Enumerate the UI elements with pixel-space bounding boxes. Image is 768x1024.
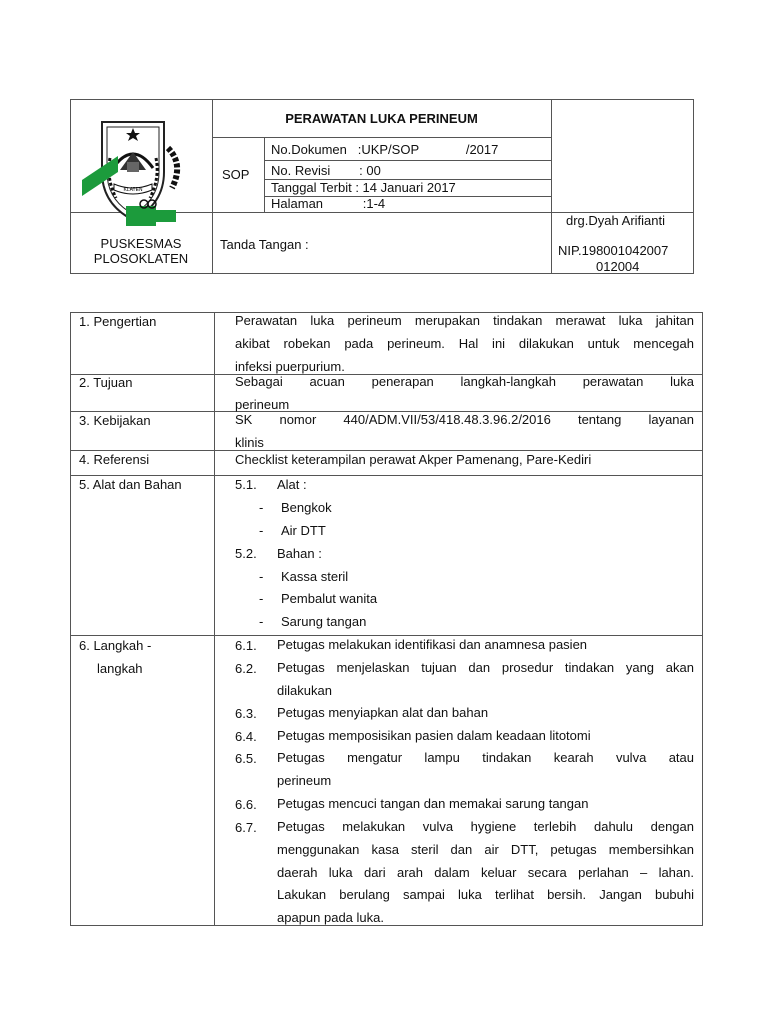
step-number: 6.5.	[235, 751, 257, 766]
list-item: Sarung tangan	[281, 614, 367, 629]
section-text-pengertian	[235, 310, 694, 378]
step-number: 6.7.	[235, 820, 257, 835]
revision-number: No. Revisi : 00	[271, 163, 381, 178]
text-line: Petugas menjelaskan tujuan dan prosedur tindakan yang akan	[277, 660, 694, 675]
step-number: 6.4.	[235, 729, 257, 744]
list-item: Pembalut wanita	[281, 591, 378, 606]
section-label-tujuan: 2. Tujuan	[79, 375, 133, 390]
text-line: klinis	[235, 434, 264, 450]
document-title: PERAWATAN LUKA PERINEUM	[285, 111, 478, 126]
text-line: SK nomor 440/ADM.VII/53/418.48.3.96.2/2016 tentang layanan	[235, 412, 694, 427]
list-bullet: -	[259, 523, 264, 538]
signer-nip-2: 012004	[596, 259, 640, 274]
section-label-langkah-2: langkah	[97, 661, 143, 676]
step-text	[277, 816, 694, 930]
group-number: 5.2.	[235, 546, 257, 561]
org-name-line1: PUSKESMAS	[100, 236, 182, 251]
list-item: Kassa steril	[281, 569, 349, 584]
list-item: Air DTT	[281, 523, 326, 538]
text-line: Petugas melakukan vulva hygiene terlebih dahulu dengan	[277, 819, 694, 834]
step-number: 6.2.	[235, 661, 257, 676]
signature-label: Tanda Tangan :	[220, 237, 309, 252]
step-text	[277, 657, 694, 703]
section-label-pengertian: 1. Pengertian	[79, 314, 157, 329]
text-line: Petugas memposisikan pasien dalam keadaan litotomi	[277, 728, 591, 743]
text-line: Petugas menyiapkan alat dan bahan	[277, 705, 489, 720]
list-bullet: -	[259, 500, 264, 515]
section-text-referensi: Checklist keterampilan perawat Akper Pamenang, Pare-Kediri	[235, 452, 592, 467]
regency-logo-icon	[80, 118, 192, 226]
text-line: akibat robekan pada perineum. Hal ini dilakukan untuk mencegah	[235, 335, 694, 351]
step-text	[277, 725, 694, 748]
step-number: 6.3.	[235, 706, 257, 721]
text-line: Petugas mencuci tangan dan memakai sarung tangan	[277, 796, 589, 811]
step-number: 6.6.	[235, 797, 257, 812]
list-bullet: -	[259, 614, 264, 629]
text-line: infeksi puerpurium.	[235, 358, 345, 374]
text-line: Lakukan berulang sampai luka terlihat bersih. Jangan bubuhi	[277, 887, 694, 903]
list-bullet: -	[259, 591, 264, 606]
org-name-line2: PLOSOKLATEN	[93, 251, 189, 266]
doc-number: No.Dokumen :UKP/SOP /2017	[271, 142, 499, 157]
text-line: Petugas melakukan identifikasi dan anamnesa pasien	[277, 637, 588, 652]
logo-text: KLATEN	[123, 187, 143, 193]
section-label-referensi: 4. Referensi	[79, 452, 150, 467]
text-line: Sebagai acuan penerapan langkah-langkah perawatan luka	[235, 374, 694, 389]
list-bullet: -	[259, 569, 264, 584]
step-text	[277, 702, 694, 725]
issue-date: Tanggal Terbit : 14 Januari 2017	[271, 180, 456, 195]
section-label-kebijakan: 3. Kebijakan	[79, 413, 151, 428]
signer-nip-1: NIP.198001042007	[558, 243, 669, 258]
text-line: Petugas mengatur lampu tindakan kearah vulva atau	[277, 750, 694, 765]
step-number: 6.1.	[235, 638, 257, 653]
step-text	[277, 634, 694, 657]
sop-label: SOP	[222, 167, 250, 182]
step-text	[277, 793, 694, 816]
text-line: dilakukan	[277, 682, 332, 698]
group-title: Alat :	[277, 477, 307, 492]
text-line: perineum	[277, 772, 332, 788]
text-line: apapun pada luka.	[277, 910, 384, 926]
step-text	[277, 747, 694, 793]
text-line: perineum	[235, 396, 290, 412]
group-title: Bahan :	[277, 546, 322, 561]
signer-name: drg.Dyah Arifianti	[566, 213, 665, 228]
text-line: daerah luka dari arah dalam keluar secara perlahan – lahan.	[277, 864, 694, 880]
section-text-kebijakan	[235, 409, 694, 455]
list-item: Bengkok	[281, 500, 332, 515]
page-count: Halaman :1-4	[271, 196, 386, 211]
section-label-alat: 5. Alat dan Bahan	[79, 477, 182, 492]
group-number: 5.1.	[235, 477, 257, 492]
section-label-langkah: 6. Langkah -	[79, 638, 152, 653]
text-line: Perawatan luka perineum merupakan tindakan merawat luka jahitan	[235, 313, 694, 328]
text-line: menggunakan kasa steril dan air DTT, petugas membersihkan	[277, 841, 694, 857]
